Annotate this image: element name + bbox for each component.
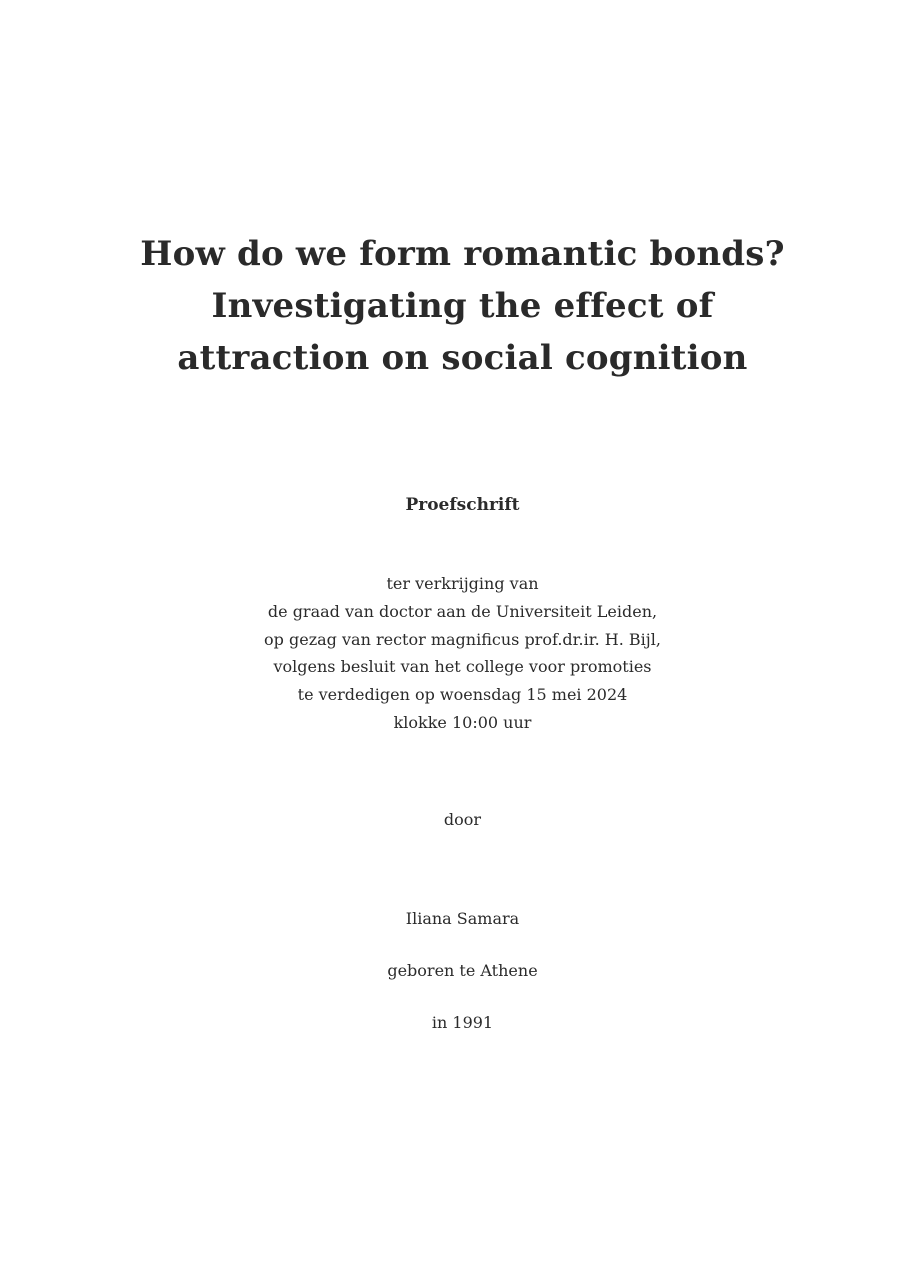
thesis-title (0, 228, 905, 384)
defense-line-5: te verdedigen op woensdag 15 mei 2024 (297, 685, 628, 705)
defense-line-6: klokke 10:00 uur (393, 712, 532, 732)
document-type-label: Proefschrift (405, 495, 520, 515)
title-line-2: Investigating the effect of (211, 286, 714, 326)
defense-line-1: ter verkrijging van (386, 574, 539, 593)
title-line-3: attraction on social cognition (177, 338, 748, 378)
title-line-1: How do we form romantic bonds? (140, 234, 785, 274)
by-word: door (443, 810, 482, 829)
defense-line-3: op gezag van rector magnificus prof.dr.ir. H. Bijl, (264, 629, 661, 649)
defense-line-2: de graad van doctor aan de Universiteit Leiden, (267, 601, 658, 621)
author-name: Iliana Samara (405, 909, 520, 928)
birth-year: in 1991 (431, 1013, 494, 1032)
birthplace: geboren te Athene (387, 961, 538, 980)
defense-statement (0, 570, 905, 737)
defense-line-4: volgens besluit van het college voor promoties (273, 657, 652, 677)
